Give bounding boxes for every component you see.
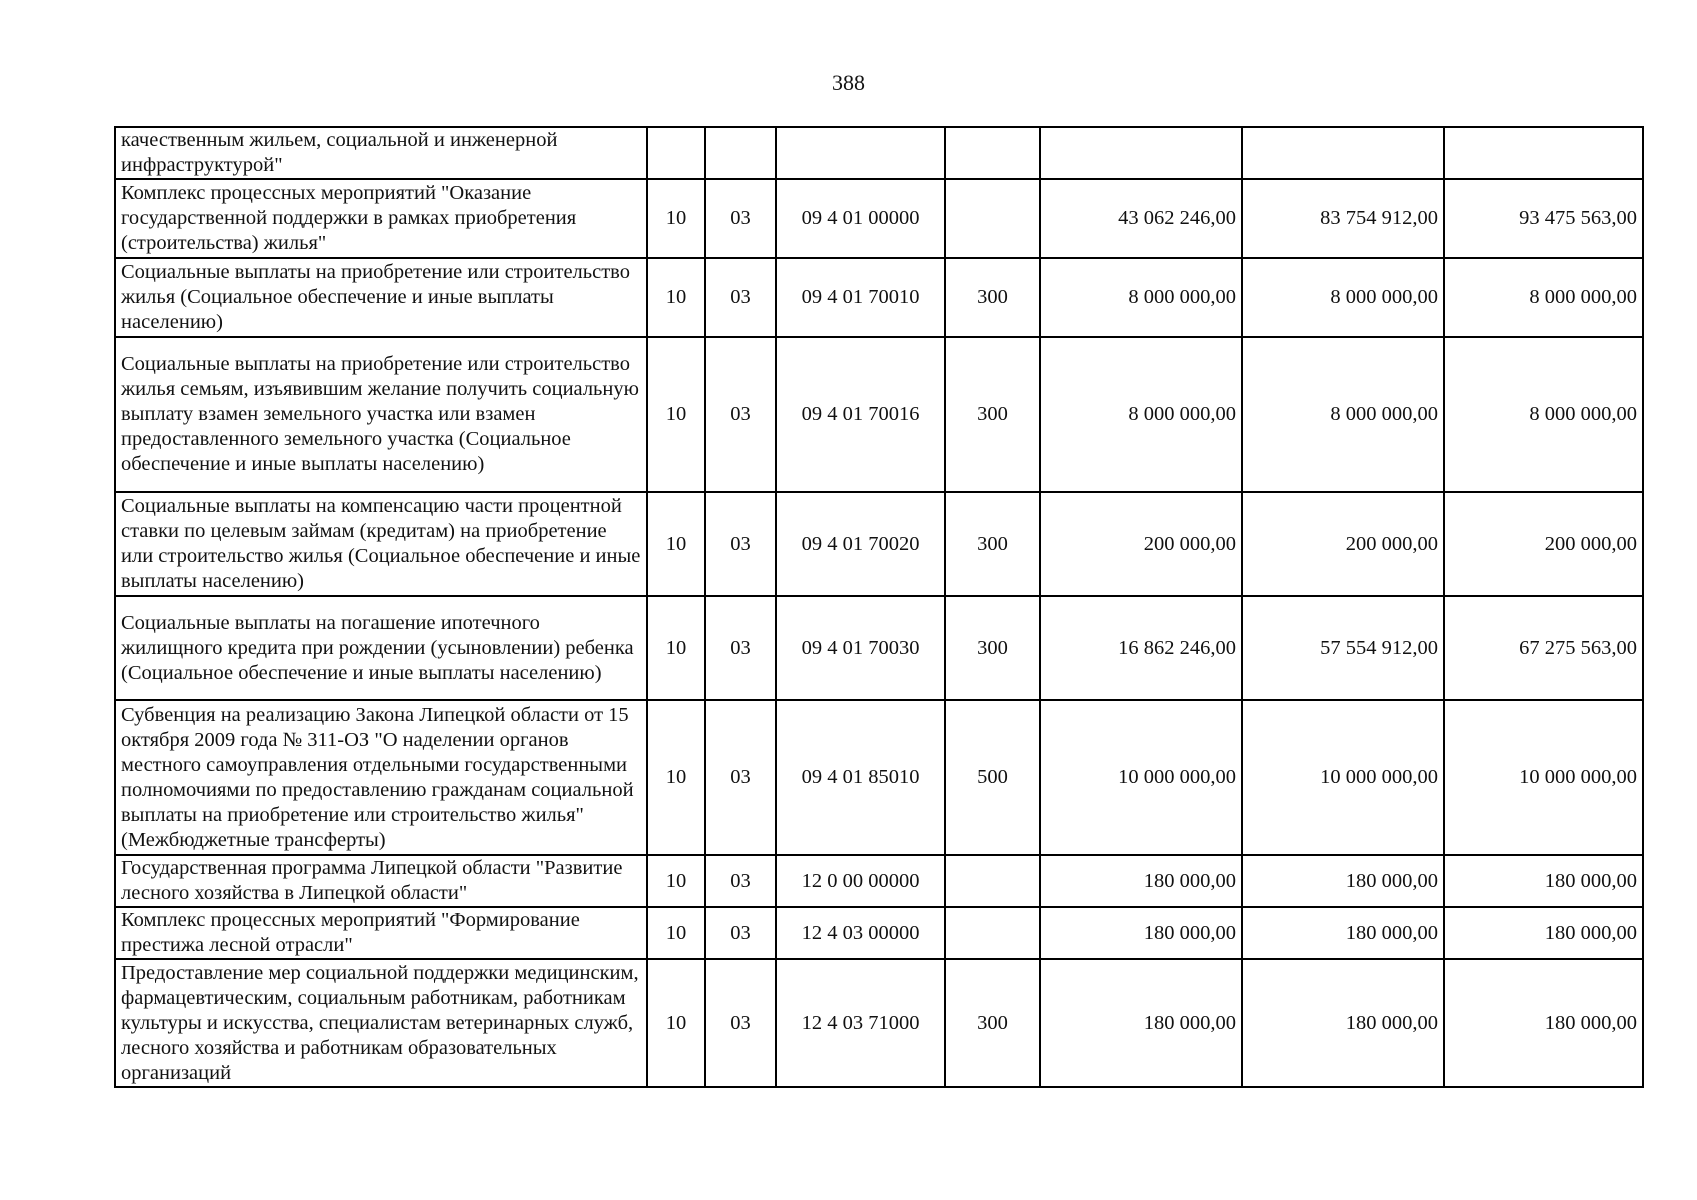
row-description: Социальные выплаты на приобретение или строительство жилья семьям, изъявившим желание получить социальную выплату взамен земельного участка или взамен предоставленного земельного участка (Социальное обеспечение и иные выплаты населению) <box>115 337 647 492</box>
expense-type-code <box>945 855 1040 907</box>
amount-col-2: 8 000 000,00 <box>1242 337 1444 492</box>
expense-type-code: 300 <box>945 337 1040 492</box>
amount-col-2: 10 000 000,00 <box>1242 700 1444 855</box>
expense-type-code: 300 <box>945 596 1040 700</box>
subsection-code: 03 <box>705 959 776 1087</box>
table-row <box>115 258 1643 337</box>
row-description: Социальные выплаты на приобретение или строительство жилья (Социальное обеспечение и иные выплаты населению) <box>115 258 647 337</box>
expense-type-code <box>945 907 1040 959</box>
amount-col-1: 180 000,00 <box>1040 959 1242 1087</box>
row-description: Комплекс процессных мероприятий "Формирование престижа лесной отрасли" <box>115 907 647 959</box>
row-description: Комплекс процессных мероприятий "Оказание государственной поддержки в рамках приобретения (строительства) жилья" <box>115 179 647 258</box>
expense-type-code <box>945 127 1040 179</box>
amount-col-3: 180 000,00 <box>1444 855 1643 907</box>
table-row <box>115 959 1643 1087</box>
section-code: 10 <box>647 907 705 959</box>
amount-col-1: 16 862 246,00 <box>1040 596 1242 700</box>
amount-col-3 <box>1444 127 1643 179</box>
table-row <box>115 700 1643 855</box>
table-row <box>115 855 1643 907</box>
amount-col-2: 57 554 912,00 <box>1242 596 1444 700</box>
section-code: 10 <box>647 855 705 907</box>
amount-col-2: 200 000,00 <box>1242 492 1444 596</box>
amount-col-1: 180 000,00 <box>1040 907 1242 959</box>
amount-col-2: 180 000,00 <box>1242 959 1444 1087</box>
subsection-code <box>705 127 776 179</box>
amount-col-3: 10 000 000,00 <box>1444 700 1643 855</box>
section-code: 10 <box>647 596 705 700</box>
subsection-code: 03 <box>705 492 776 596</box>
amount-col-3: 93 475 563,00 <box>1444 179 1643 258</box>
table-row <box>115 337 1643 492</box>
row-description: Социальные выплаты на погашение ипотечного жилищного кредита при рождении (усыновлении) ребенка (Социальное обеспечение и иные выплаты населению) <box>115 596 647 700</box>
budget-table <box>114 126 1644 1088</box>
amount-col-1: 8 000 000,00 <box>1040 258 1242 337</box>
amount-col-1: 43 062 246,00 <box>1040 179 1242 258</box>
amount-col-2 <box>1242 127 1444 179</box>
target-article-code: 09 4 01 70020 <box>776 492 945 596</box>
expense-type-code <box>945 179 1040 258</box>
table-row <box>115 596 1643 700</box>
target-article-code: 09 4 01 00000 <box>776 179 945 258</box>
section-code: 10 <box>647 959 705 1087</box>
table-row <box>115 907 1643 959</box>
amount-col-1: 10 000 000,00 <box>1040 700 1242 855</box>
amount-col-2: 180 000,00 <box>1242 855 1444 907</box>
target-article-code: 12 0 00 00000 <box>776 855 945 907</box>
target-article-code: 12 4 03 71000 <box>776 959 945 1087</box>
expense-type-code: 300 <box>945 258 1040 337</box>
target-article-code: 09 4 01 70010 <box>776 258 945 337</box>
subsection-code: 03 <box>705 907 776 959</box>
amount-col-3: 67 275 563,00 <box>1444 596 1643 700</box>
amount-col-3: 8 000 000,00 <box>1444 258 1643 337</box>
subsection-code: 03 <box>705 179 776 258</box>
section-code <box>647 127 705 179</box>
subsection-code: 03 <box>705 258 776 337</box>
page-number: 388 <box>832 70 865 95</box>
expense-type-code: 300 <box>945 959 1040 1087</box>
section-code: 10 <box>647 258 705 337</box>
target-article-code: 09 4 01 85010 <box>776 700 945 855</box>
amount-col-1: 200 000,00 <box>1040 492 1242 596</box>
target-article-code <box>776 127 945 179</box>
row-description: Субвенция на реализацию Закона Липецкой области от 15 октября 2009 года № 311-ОЗ "О наделении органов местного самоуправления отдельными государственными полномочиями по предоставлению гражданам социальной выплаты на приобретение или строительство жилья" (Межбюджетные трансферты) <box>115 700 647 855</box>
table-row <box>115 492 1643 596</box>
expense-type-code: 500 <box>945 700 1040 855</box>
target-article-code: 09 4 01 70016 <box>776 337 945 492</box>
amount-col-1 <box>1040 127 1242 179</box>
amount-col-1: 8 000 000,00 <box>1040 337 1242 492</box>
amount-col-3: 180 000,00 <box>1444 907 1643 959</box>
table-row <box>115 127 1643 179</box>
subsection-code: 03 <box>705 855 776 907</box>
amount-col-2: 8 000 000,00 <box>1242 258 1444 337</box>
amount-col-3: 200 000,00 <box>1444 492 1643 596</box>
section-code: 10 <box>647 492 705 596</box>
subsection-code: 03 <box>705 596 776 700</box>
amount-col-3: 8 000 000,00 <box>1444 337 1643 492</box>
section-code: 10 <box>647 179 705 258</box>
row-description: Государственная программа Липецкой области "Развитие лесного хозяйства в Липецкой области" <box>115 855 647 907</box>
target-article-code: 12 4 03 00000 <box>776 907 945 959</box>
table-row <box>115 179 1643 258</box>
section-code: 10 <box>647 700 705 855</box>
row-description: Предоставление мер социальной поддержки медицинским, фармацевтическим, социальным работникам, работникам культуры и искусства, специалистам ветеринарных служб, лесного хозяйства и работникам образовательных организаций <box>115 959 647 1087</box>
amount-col-2: 180 000,00 <box>1242 907 1444 959</box>
row-description: Социальные выплаты на компенсацию части процентной ставки по целевым займам (кредитам) на приобретение или строительство жилья (Социальное обеспечение и иные выплаты населению) <box>115 492 647 596</box>
row-description: качественным жильем, социальной и инженерной инфраструктурой" <box>115 127 647 179</box>
amount-col-3: 180 000,00 <box>1444 959 1643 1087</box>
target-article-code: 09 4 01 70030 <box>776 596 945 700</box>
amount-col-2: 83 754 912,00 <box>1242 179 1444 258</box>
subsection-code: 03 <box>705 337 776 492</box>
expense-type-code: 300 <box>945 492 1040 596</box>
section-code: 10 <box>647 337 705 492</box>
amount-col-1: 180 000,00 <box>1040 855 1242 907</box>
subsection-code: 03 <box>705 700 776 855</box>
